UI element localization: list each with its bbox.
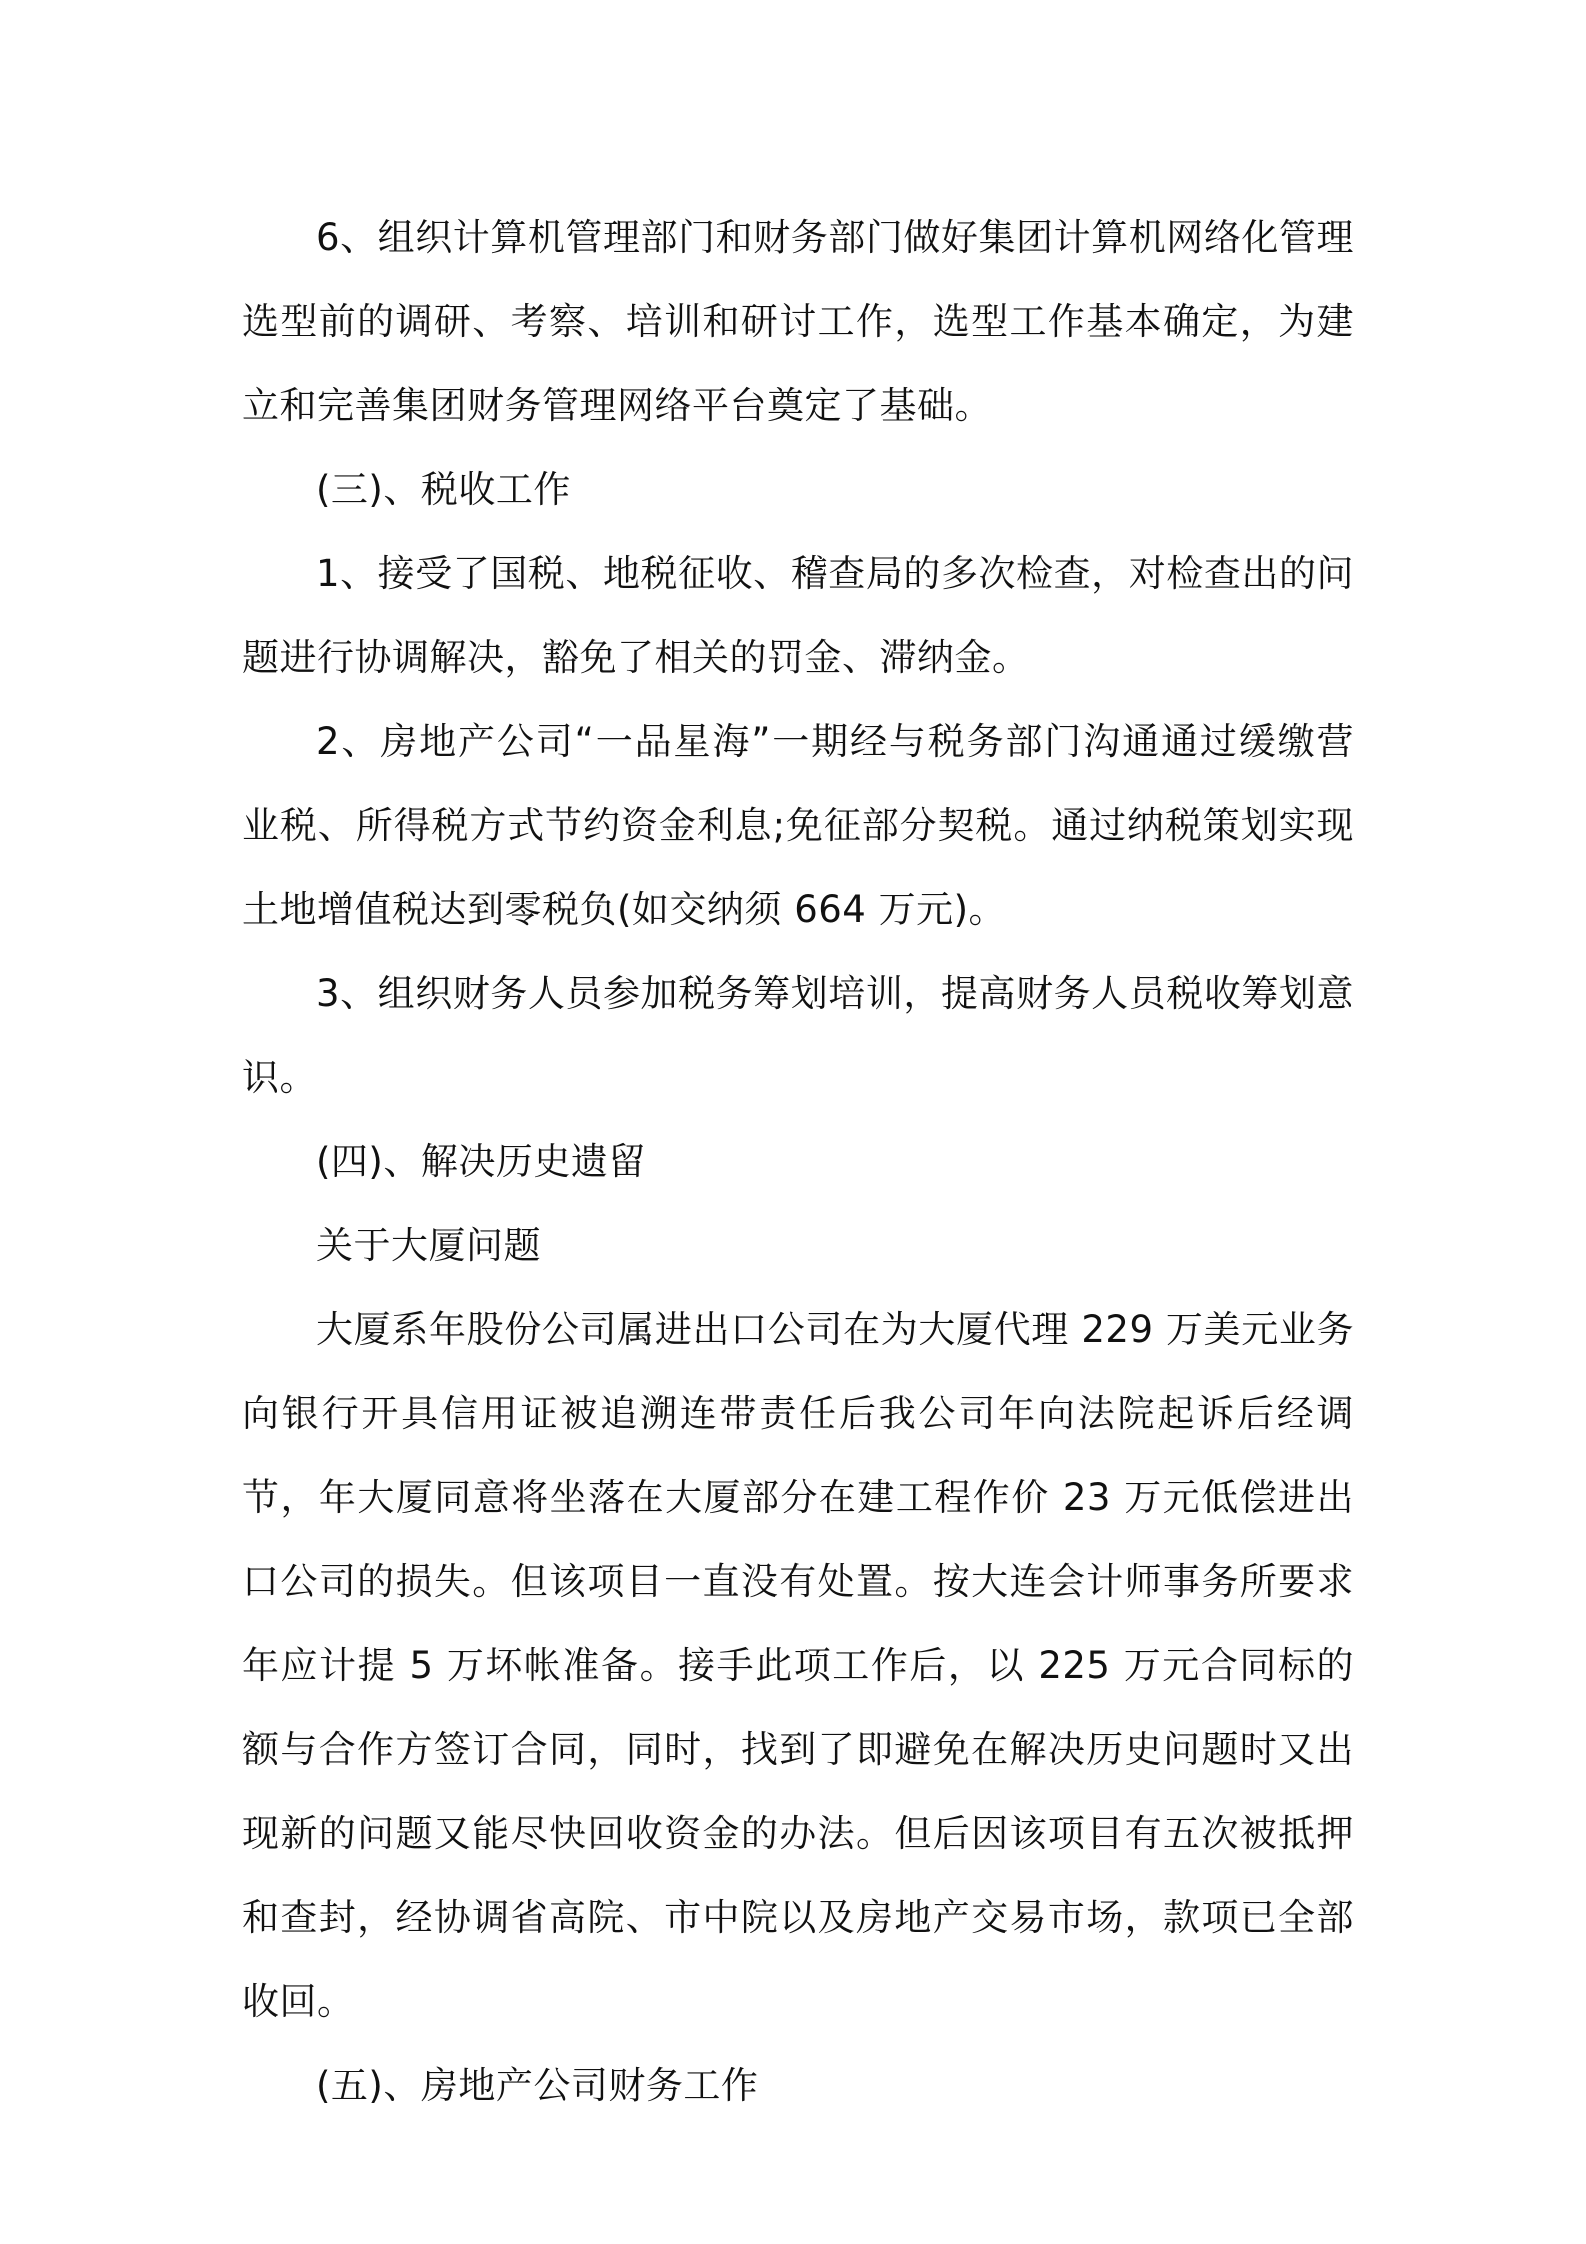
- heading-historical-issues: (四)、解决历史遗留: [316, 1140, 646, 1183]
- subheading-building-issue: 关于大厦问题: [316, 1224, 541, 1267]
- paragraph-real-estate-tax: 2、房地产公司“一品星海”一期经与税务部门沟通通过缓缴营业税、所得税方式节约资金利息;免征部分契税。通过纳税策划实现土地增值税达到零税负(如交纳须 664 万元)。: [242, 720, 1354, 931]
- paragraph-building-details: 大厦系年股份公司属进出口公司在为大厦代理 229 万美元业务向银行开具信用证被追溯连带责任后我公司年向法院起诉后经调节，年大厦同意将坐落在大厦部分在建工程作价 23 万元低偿进出口公司的损失。但该项目一直没有处置。按大连会计师事务所要求年应计提 5 万坏帐准备。接手此项工作后，以 225 万元合同标的额与合作方签订合同，同时，找到了即避免在解决历史问题时又出现新的问题又能尽快回收资金的办法。但后因该项目有五次被抵押和查封，经协调省高院、市中院以及房地产交易市场，款项已全部收回。: [242, 1308, 1354, 2023]
- document-body: [242, 196, 1354, 2128]
- paragraph-tax-inspection: 1、接受了国税、地税征收、稽查局的多次检查，对检查出的问题进行协调解决，豁免了相关的罚金、滞纳金。: [242, 552, 1354, 679]
- paragraph-computer-network: 6、组织计算机管理部门和财务部门做好集团计算机网络化管理选型前的调研、考察、培训和研讨工作，选型工作基本确定，为建立和完善集团财务管理网络平台奠定了基础。: [242, 216, 1354, 427]
- heading-real-estate-finance: (五)、房地产公司财务工作: [316, 2064, 759, 2107]
- paragraph-tax-training: 3、组织财务人员参加税务筹划培训，提高财务人员税收筹划意识。: [242, 972, 1354, 1099]
- heading-tax-work: (三)、税收工作: [316, 468, 571, 511]
